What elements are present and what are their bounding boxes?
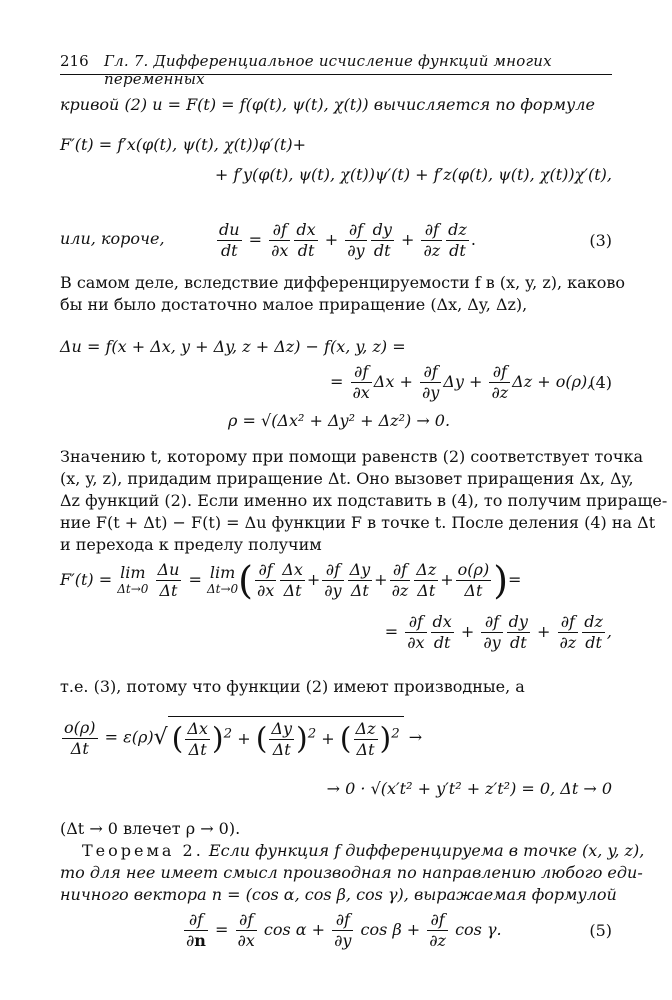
theorem-label: Теорема 2.	[82, 841, 204, 860]
eq3-formula: $\frac{du}{dt}$ = $\frac{\partial f}{\partial x}$ $\frac{dx}{dt}$ + $\frac{\partial f}{\partial y}$ $\frac{dy}{dt}$ + $\frac{\partial f}{\partial z}$ $\frac{dz}{dt}$ .	[219, 220, 476, 260]
limit-result: = $\frac{\partial f}{\partial x}$ $\frac{dx}{dt}$ + $\frac{\partial f}{\partial y}$ $\frac{dy}{dt}$ + $\frac{\partial f}{\partial z}$ $\frac{dz}{dt}$ ,	[384, 612, 612, 652]
or-shorter: или, короче,	[60, 229, 165, 248]
theorem-line-3: ничного вектора n = (cos α, cos β, cos γ), выражаемая формулой	[60, 885, 617, 904]
limit-equation: F′(t) = lim Δt→0 $\frac{\Delta u}{\Delta t}$ = lim Δt→0 ( $\frac{\partial f}{\partial x}$ $\frac{\Delta x}{\Delta t}$ + $\frac{\partial f}{\partial y}$ $\frac{\Delta y}{\Delta t}$ + $\frac{\partial f}{\partial z}$ $\frac{\Delta z}{\Delta t}$ + $\frac{o(\rho)}{\Delta t}$ )=	[60, 558, 522, 603]
equation-4-line-1: Δu = f(x + Δx, y + Δy, z + Δz) − f(x, y, z) =	[60, 337, 406, 356]
limit-note: (Δt → 0 влечет ρ → 0).	[60, 819, 241, 838]
paragraph-3: т.е. (3), потому что функции (2) имеют производные, а	[60, 677, 525, 696]
paragraph-1-line-1: В самом деле, вследствие дифференцируемости f в (x, y, z), каково	[60, 273, 625, 292]
limit-op-2: lim Δt→0	[206, 562, 239, 596]
paragraph-2-line-2: (x, y, z), придадим приращение Δt. Оно вызовет приращения Δx, Δy,	[60, 469, 634, 488]
tail-line: → 0 · √(x′t² + y′t² + z′t²) = 0, Δt → 0	[326, 779, 612, 798]
equation-5	[60, 910, 612, 960]
equation-3	[60, 222, 612, 262]
paragraph-1-line-2: бы ни было достаточно малое приращение (Δx, Δy, Δz),	[60, 295, 528, 314]
limit-op-1: lim Δt→0	[117, 562, 149, 596]
eq4-rhs: = $\frac{\partial f}{\partial x}$ Δx + $\frac{\partial f}{\partial y}$ Δy + $\frac{\partial f}{\partial z}$ Δz + o(ρ),	[330, 362, 593, 402]
paragraph-2-line-3: Δz функций (2). Если именно их подставить в (4), то получим прираще-	[60, 491, 668, 510]
eq5-number: (5)	[589, 921, 612, 940]
running-header	[60, 52, 612, 88]
paragraph-2-line-4: ние F(t + Δt) − F(t) = Δu функции F в точке t. После деления (4) на Δt	[60, 513, 656, 532]
theorem-line-2: то для нее имеет смысл производная по направлению любого еди-	[60, 863, 643, 882]
sqrt-arrow: →	[408, 727, 423, 747]
page-number: 216	[60, 52, 89, 70]
paragraph-2-line-1: Значению t, которому при помощи равенств (2) соответствует точка	[60, 447, 643, 466]
eq5-formula: $\frac{\partial f}{\partial n}$ = $\frac{\partial f}{\partial x}$ cos α + $\frac{\partial f}{\partial y}$ cos β + $\frac{\partial f}{\partial z}$ cos γ.	[186, 910, 502, 950]
paragraph-2-line-5: и перехода к пределу получим	[60, 535, 322, 554]
line-derivative-2: + f′y(φ(t), ψ(t), χ(t))ψ′(t) + f′z(φ(t), ψ(t), χ(t))χ′(t),	[214, 165, 612, 184]
sqrt-equation: $\frac{o(\rho)}{\Delta t}$ = ε(ρ)√ ( $\frac{\Delta x}{\Delta t}$ )$^2$ + ( $\frac{\Delta y}{\Delta t}$ )$^2$ + ( $\frac{\Delta z}{\Delta t}$ )$^2$ →	[64, 717, 423, 759]
rho-line: ρ = √(Δx² + Δy² + Δz²) → 0.	[228, 411, 451, 430]
line-derivative-1: F′(t) = f′x(φ(t), ψ(t), χ(t))φ′(t)+	[60, 135, 306, 154]
eq3-number: (3)	[589, 231, 612, 250]
theorem-line-1	[60, 840, 645, 862]
theorem-text-1: Если функция f дифференцируема в точке (x, y, z),	[208, 841, 645, 860]
rho-definition: = √(Δx² + Δy² + Δz²) → 0.	[242, 411, 451, 430]
eq4-number: (4)	[589, 373, 612, 392]
running-title: Гл. 7. Дифференциальное исчисление функций многих переменных	[104, 52, 552, 88]
limit-lhs: F′(t) =	[60, 570, 113, 589]
equation-4	[60, 362, 612, 402]
line-curve-formula: кривой (2) u = F(t) = f(φ(t), ψ(t), χ(t)) вычисляется по формуле	[60, 95, 595, 114]
